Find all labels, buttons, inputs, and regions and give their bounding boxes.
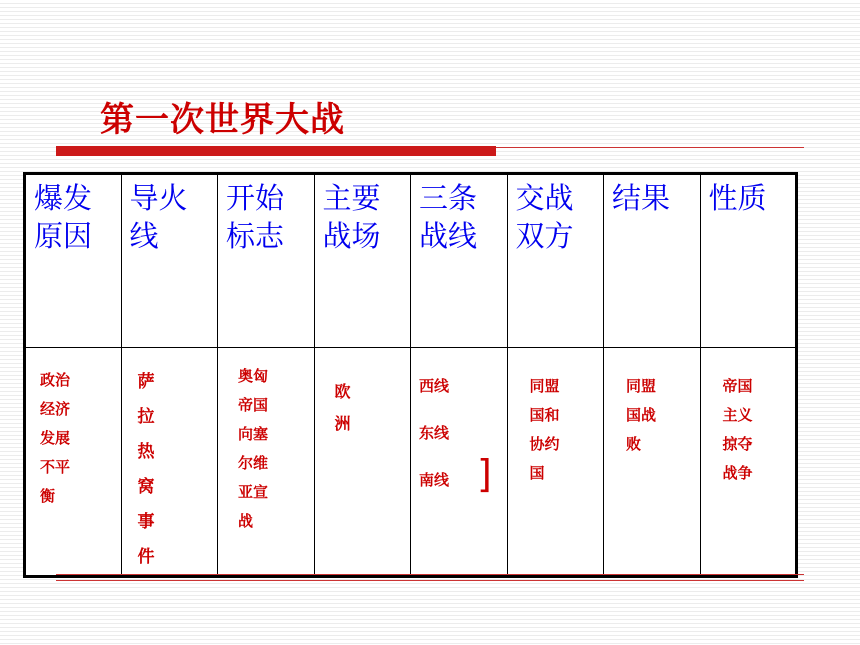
header-text — [508, 175, 604, 255]
cell-line: 经济 — [40, 400, 71, 418]
cell-line: 同盟 — [529, 377, 560, 395]
cell-line: 尔维 — [238, 454, 269, 472]
header-line: 双方 — [515, 219, 574, 253]
header-text — [26, 175, 121, 255]
cell-line: 欧 — [334, 382, 351, 401]
header-line: 标志 — [226, 219, 285, 253]
header-cell-belligerents — [507, 174, 604, 348]
cell-text — [122, 348, 218, 575]
title-underline-bar — [56, 146, 496, 156]
header-line: 开始 — [226, 181, 285, 215]
cell-line: 衡 — [40, 487, 56, 505]
cell-line: 败 — [626, 435, 642, 453]
cell-cause — [25, 348, 122, 577]
cell-line: 件 — [137, 547, 155, 567]
cell-line: 亚宣 — [238, 483, 269, 501]
cell-line: 国和 — [529, 406, 560, 424]
header-line: 线 — [129, 219, 159, 253]
cell-line: 东线 — [419, 424, 450, 442]
cell-line: 奥匈 — [238, 367, 269, 385]
cell-line: 窝 — [137, 477, 155, 497]
header-cell-trigger — [121, 174, 218, 348]
cell-line: 国 — [529, 464, 545, 482]
footer-rule-bottom — [56, 580, 804, 581]
content-row — [25, 348, 797, 577]
cell-result — [604, 348, 701, 577]
cell-line: 洲 — [334, 414, 351, 433]
header-line: 爆发 — [34, 181, 93, 215]
header-text — [218, 175, 314, 255]
header-line: 战线 — [419, 219, 478, 253]
header-line: 三条 — [419, 181, 478, 215]
cell-battlefield — [314, 348, 411, 577]
header-cell-nature — [700, 174, 797, 348]
header-text — [122, 175, 218, 255]
cell-fronts — [411, 348, 508, 577]
header-line: 战场 — [322, 219, 381, 253]
cell-start — [218, 348, 315, 577]
cell-line: 主义 — [722, 406, 753, 424]
cell-line: 热 — [137, 442, 155, 462]
header-cell-battlefield — [314, 174, 411, 348]
cell-line: 战 — [238, 512, 254, 530]
cell-line: 帝国 — [722, 377, 753, 395]
summary-table — [23, 172, 798, 578]
page-title: 第一次世界大战 — [100, 100, 345, 140]
header-line: 原因 — [34, 219, 93, 253]
cell-line: 南线 — [419, 471, 450, 489]
cell-line: 向塞 — [238, 425, 269, 443]
header-line: 结果 — [612, 181, 671, 215]
cell-line: 萨 — [137, 372, 155, 392]
cell-line: 事 — [137, 512, 155, 532]
header-cell-cause — [25, 174, 122, 348]
header-text — [315, 175, 411, 255]
cell-line: 拉 — [137, 407, 155, 427]
cell-line: 不平 — [40, 458, 71, 476]
cell-line: 协约 — [529, 435, 560, 453]
cell-text — [508, 348, 604, 488]
cell-line: 西线 — [419, 377, 450, 395]
cell-text — [701, 348, 796, 488]
header-text — [411, 175, 507, 255]
footer-rule-top — [56, 574, 804, 575]
cell-line: 掠夺 — [722, 435, 753, 453]
header-line: 性质 — [708, 181, 767, 215]
cell-line: 发展 — [40, 429, 71, 447]
cell-line: 战争 — [722, 464, 753, 482]
header-line: 导火 — [129, 181, 188, 215]
cell-belligerents — [507, 348, 604, 577]
cell-text — [26, 348, 121, 511]
cell-text — [411, 348, 507, 504]
cell-nature — [700, 348, 797, 577]
cell-trigger — [121, 348, 218, 577]
header-text — [604, 175, 700, 217]
header-cell-start — [218, 174, 315, 348]
cell-text — [315, 348, 411, 440]
header-line: 主要 — [322, 181, 381, 215]
header-text — [701, 175, 796, 217]
cell-line: 帝国 — [238, 396, 269, 414]
header-cell-fronts — [411, 174, 508, 348]
header-row — [25, 174, 797, 348]
title-underline-rule — [496, 147, 804, 148]
cell-line: 国战 — [626, 406, 657, 424]
cell-text — [604, 348, 700, 459]
header-cell-result — [604, 174, 701, 348]
cell-line: 同盟 — [626, 377, 657, 395]
bracket-mark: ] — [477, 452, 492, 496]
cell-line: 政治 — [40, 371, 71, 389]
cell-text — [218, 348, 314, 536]
header-line: 交战 — [515, 181, 574, 215]
